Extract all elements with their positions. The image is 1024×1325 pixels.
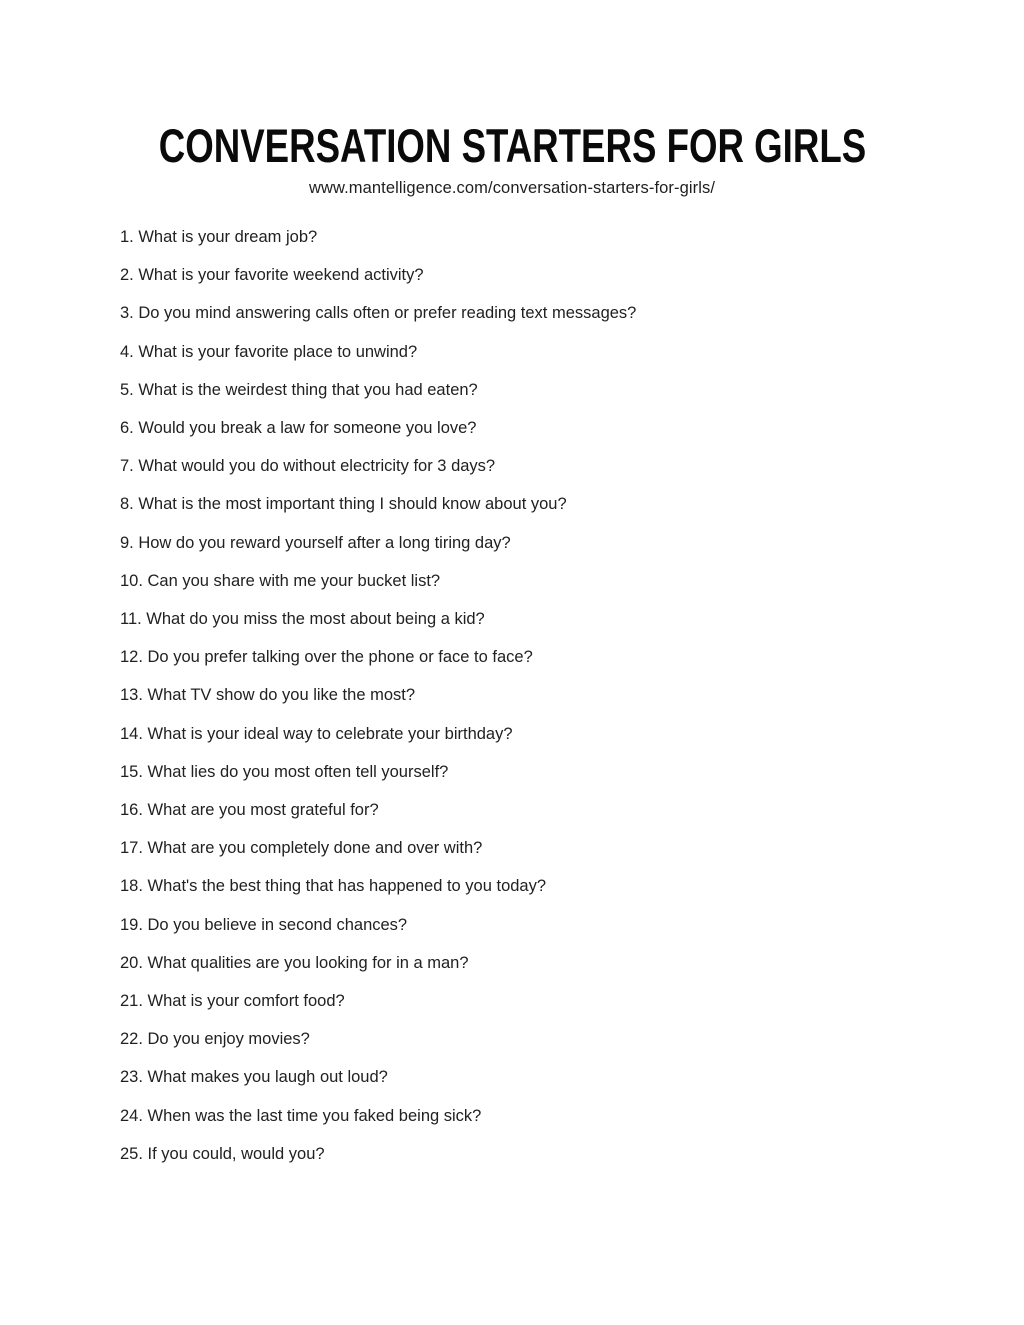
list-item: 25. If you could, would you? xyxy=(120,1144,325,1163)
list-item: 1. What is your dream job? xyxy=(120,228,318,246)
list-item: 8. What is the most important thing I should know about you? xyxy=(120,495,567,514)
list-item: 10. Can you share with me your bucket list? xyxy=(120,571,441,590)
list-item: 3. Do you mind answering calls often or prefer reading text messages? xyxy=(120,304,637,323)
list-item: 14. What is your ideal way to celebrate your birthday? xyxy=(120,724,513,743)
list-item: 5. What is the weirdest thing that you had eaten? xyxy=(120,380,478,399)
list-item: 2. What is your favorite weekend activity? xyxy=(120,266,424,285)
list-item: 24. When was the last time you faked being sick? xyxy=(120,1106,482,1125)
list-item: 18. What's the best thing that has happened to you today? xyxy=(120,877,547,896)
source-url: www.mantelligence.com/conversation-starters-for-girls/ xyxy=(308,179,716,197)
list-item: 11. What do you miss the most about being a kid? xyxy=(120,610,485,629)
list-item: 16. What are you most grateful for? xyxy=(120,801,379,820)
list-item: 7. What would you do without electricity for 3 days? xyxy=(120,457,496,476)
list-item: 19. Do you believe in second chances? xyxy=(120,915,408,934)
list-item: 20. What qualities are you looking for in a man? xyxy=(120,953,469,972)
list-item: 15. What lies do you most often tell yourself? xyxy=(120,762,449,781)
list-item: 23. What makes you laugh out loud? xyxy=(120,1068,388,1087)
question-list xyxy=(120,227,920,1182)
list-item: 9. How do you reward yourself after a long tiring day? xyxy=(120,533,511,552)
list-item: 17. What are you completely done and over with? xyxy=(120,839,483,858)
list-item: 12. Do you prefer talking over the phone or face to face? xyxy=(120,648,533,667)
list-item: 6. Would you break a law for someone you love? xyxy=(120,419,477,438)
page-title: CONVERSATION STARTERS FOR GIRLS xyxy=(158,119,866,172)
list-item: 13. What TV show do you like the most? xyxy=(120,686,416,705)
list-item: 22. Do you enjoy movies? xyxy=(120,1030,310,1049)
list-item: 4. What is your favorite place to unwind? xyxy=(120,342,418,361)
document-header xyxy=(0,118,1024,198)
list-item: 21. What is your comfort food? xyxy=(120,992,345,1011)
